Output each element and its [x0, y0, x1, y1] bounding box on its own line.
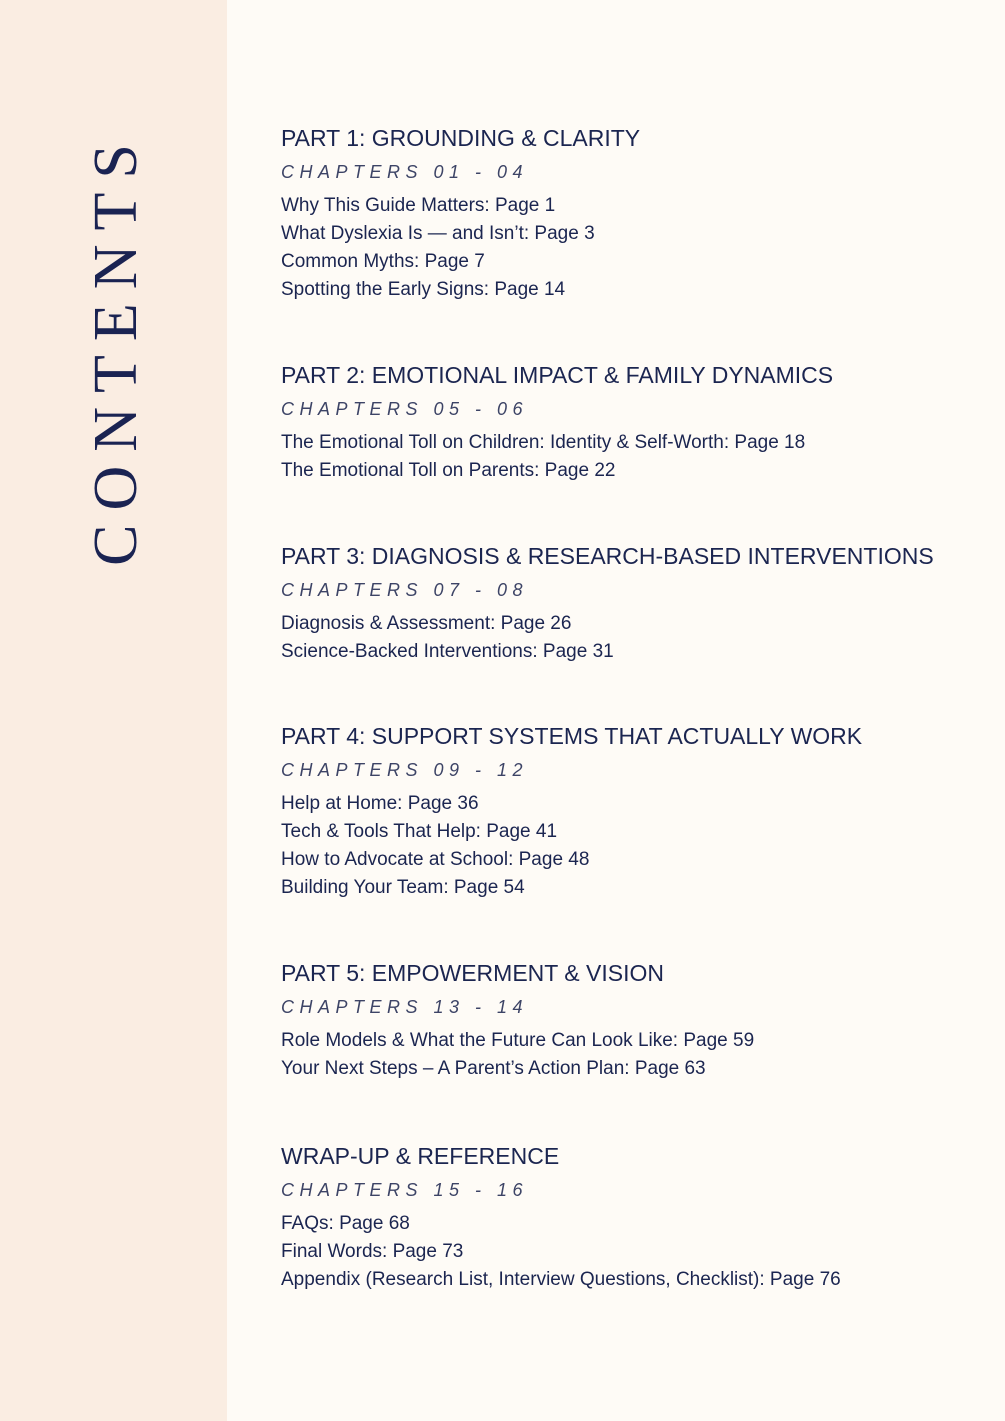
section-title: PART 5: EMPOWERMENT & VISION — [281, 960, 664, 986]
section-title: PART 3: DIAGNOSIS & RESEARCH-BASED INTERVENTIONS — [281, 543, 934, 569]
toc-section-part-1 — [281, 124, 981, 304]
toc-entry: The Emotional Toll on Children: Identity & Self-Worth: Page 18 — [281, 432, 806, 453]
page-title: CONTENTS — [82, 130, 150, 566]
chapter-range: CHAPTERS 13 - 14 — [281, 997, 529, 1017]
toc-section-part-2 — [281, 361, 981, 485]
toc-entry: Common Myths: Page 7 — [281, 251, 485, 272]
toc-entry: FAQs: Page 68 — [281, 1213, 410, 1234]
toc-entry: The Emotional Toll on Parents: Page 22 — [281, 460, 616, 481]
toc-entry: Tech & Tools That Help: Page 41 — [281, 821, 558, 842]
toc-entry: Diagnosis & Assessment: Page 26 — [281, 613, 572, 634]
toc-section-wrap-up — [281, 1142, 981, 1294]
chapter-range: CHAPTERS 09 - 12 — [281, 760, 529, 780]
toc-entry: Appendix (Research List, Interview Questions, Checklist): Page 76 — [281, 1269, 841, 1290]
toc-section-part-4 — [281, 722, 981, 902]
section-title: PART 4: SUPPORT SYSTEMS THAT ACTUALLY WORK — [281, 723, 863, 749]
sidebar-panel — [0, 0, 227, 1421]
toc-entry: Why This Guide Matters: Page 1 — [281, 195, 556, 216]
toc-section-part-5 — [281, 959, 981, 1083]
toc-section-part-3 — [281, 542, 981, 666]
toc-entry: How to Advocate at School: Page 48 — [281, 849, 590, 870]
toc-entry: Spotting the Early Signs: Page 14 — [281, 279, 566, 300]
chapter-range: CHAPTERS 05 - 06 — [281, 399, 529, 419]
toc-entry: Final Words: Page 73 — [281, 1241, 464, 1262]
chapter-range: CHAPTERS 07 - 08 — [281, 580, 529, 600]
toc-entry: Science-Backed Interventions: Page 31 — [281, 641, 614, 662]
toc-entry: Help at Home: Page 36 — [281, 793, 479, 814]
toc-entry: Building Your Team: Page 54 — [281, 877, 525, 898]
chapter-range: CHAPTERS 15 - 16 — [281, 1180, 529, 1200]
toc-entry: Your Next Steps – A Parent’s Action Plan: Page 63 — [281, 1058, 706, 1079]
chapter-range: CHAPTERS 01 - 04 — [281, 162, 529, 182]
toc-entry: What Dyslexia Is — and Isn’t: Page 3 — [281, 223, 595, 244]
toc-entry: Role Models & What the Future Can Look Like: Page 59 — [281, 1030, 755, 1051]
section-title: PART 2: EMOTIONAL IMPACT & FAMILY DYNAMICS — [281, 362, 834, 388]
section-title: WRAP-UP & REFERENCE — [281, 1143, 560, 1169]
section-title: PART 1: GROUNDING & CLARITY — [281, 125, 641, 151]
